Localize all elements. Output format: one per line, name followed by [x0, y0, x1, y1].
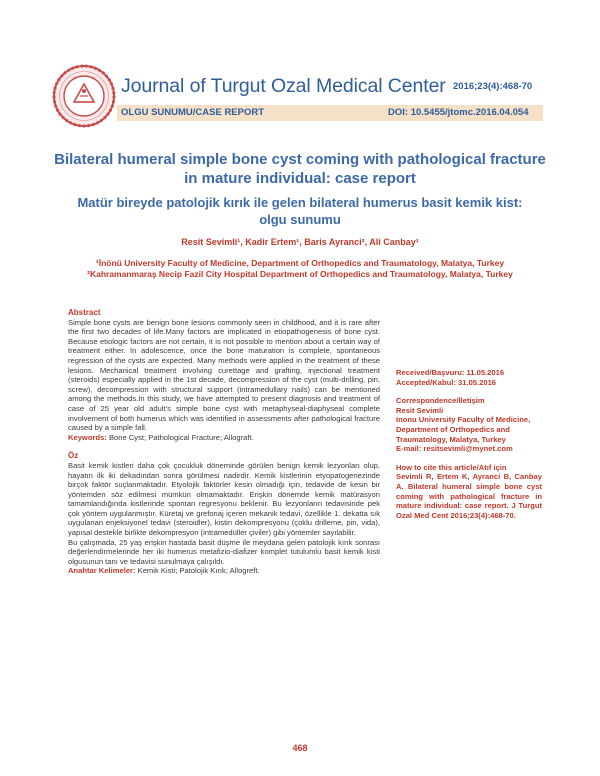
anahtar-kelimeler-label: Anahtar Kelimeler: [68, 566, 136, 576]
abstract-body: Simple bone cysts are benign bone lesions commonly seen in childhood, and it is rare after the first two decades of life.Many factors are implicated in etiopathogenesis of bone cyst. Because etiologic factors are not certain, it is not possible to mention about a certain way of treatment either. In adolescence, once the bone maturation is complete, spontaneous regression of the cysts are expected. Many methods were applied in the treatment of these lesions. Mechanical treatment involving curettage and grafting, injectional treatment (steroids) especially applied in the 1st decade, decompression of the cyst (multi-drilling, pin, screw), decompression with structural support (intramedullary nails) can be mentioned among the methods.In this study, we have attempted to present diagnosis and treatment of case of 25 year old adult's simple bone cyst with metaphyseal-diaphyseal complete involvement of both humerus which was identified in assessments after pathological fracture caused by a simple fall. [68, 317, 380, 433]
how-to-cite-label: How to cite this article/Atıf için [396, 462, 507, 472]
how-to-cite-body: Sevimli R, Ertem K, Ayranci B, Canbay A. Bilateral humeral simple bone cyst coming with pathological fracture in mature individual: case report. J Turgut Ozal Med Cent 2016;23(4):468-70. [396, 472, 542, 520]
doi-link[interactable]: DOI: 10.5455/jtomc.2016.04.054 [388, 107, 529, 118]
article-title-english [0, 150, 600, 188]
affiliation-2: ²Kahramanmaraş Necip Fazil City Hospital Department of Orthopedics and Traumatology, Malatya, Turkey [87, 269, 513, 279]
article-title-turkish [0, 194, 600, 228]
correspondence-email[interactable]: E-mail: resitsevimli@mynet.com [396, 444, 513, 454]
abstract-column [68, 308, 380, 576]
anahtar-kelimeler-text: Kemik Kisti; Patolojik Kırık; Allogreft. [135, 566, 260, 576]
oz-body-1: Basit kemik kistleri daha çok çocukluk döneminde görülen benign kemik lezyonları olup, hayatın ilk iki dekadından sonra görülmesi nadirdir. Kemik kistlerinin etyopatogenezinde birçok faktör suçlanmaktadır. Etyolojik faktörler kesin olmadığı için, tedavide de kesin bir yöntemden söz edilmesi mümkün olmamaktadır. Erişkin dönemde kemik matürasyon tamamlandığında kistlerinde spontan regresyonu beklenir. Bu lezyonların tedavisinde pek çok yöntem uygulanmıştır. Küretaj ve grefonaj içeren mekanik tedavi, özellikle 1. dekatta sık uygulanan enjeksiyonel tedavi (steroidler), kistin dekompresyonu (çoklu drilleme, pin, vida), yapısal destekle birlikte dekompresyon (intramedüller çiviler) gibi yöntemler sayılabilir. [68, 460, 380, 538]
affiliation-1: ¹İnönü University Faculty of Medicine, Department of Orthopedics and Traumatology, Malatya, Turkey [95, 258, 505, 268]
keywords-label: Keywords: [68, 432, 107, 442]
journal-citation: 2016;23(4):468-70 [453, 81, 533, 92]
page-number: 468 [292, 743, 308, 753]
article-info-sidebar [396, 368, 542, 520]
oz-body-2: Bu çalışmada, 25 yaş erişkin hastada basit düşme ile meydana gelen patolojik kırık sonrası değerlendirmelerinde her iki humerus metafizio-diafizer komplet tutulumlu basit kemik kisti olgusunun tanı ve tedavisi sunulmaya çalışıldı. [68, 537, 380, 566]
abstract-keywords [68, 433, 380, 443]
author-list: Resit Sevimli¹, Kadir Ertem¹, Baris Ayranci², Ali Canbay¹ [181, 237, 419, 247]
oz-heading: Öz [68, 451, 79, 461]
correspondence-name: Resit Sevimli [396, 405, 444, 415]
correspondence-label: Correspondence/İletişim [396, 396, 485, 406]
title-en-line2: in mature individual: case report [184, 170, 416, 187]
correspondence-address: Inonu University Faculty of Medicine, Department of Orthopedics and Traumatology, Malatya, Turkey [396, 415, 531, 444]
title-en-line1: Bilateral humeral simple bone cyst coming with pathological fracture [54, 151, 546, 168]
title-tr-line1: Matür bireyde patolojik kırık ile gelen bilateral humerus basit kemik kist: [77, 195, 523, 210]
keywords-text: Bone Cyst; Pathological Fracture; Allograft. [106, 432, 254, 442]
abstract-heading: Abstract [68, 308, 101, 317]
oz-keywords [68, 566, 380, 576]
university-seal-icon [52, 64, 116, 128]
received-date: Received/Başvuru: 11.05.2016 [396, 368, 505, 377]
article-type: OLGU SUNUMU/CASE REPORT [121, 107, 265, 118]
accepted-date: Accepted/Kabul: 31.05.2016 [396, 377, 497, 387]
journal-title: Journal of Turgut Ozal Medical Center [121, 75, 446, 97]
title-tr-line2: olgu sunumu [259, 212, 341, 227]
